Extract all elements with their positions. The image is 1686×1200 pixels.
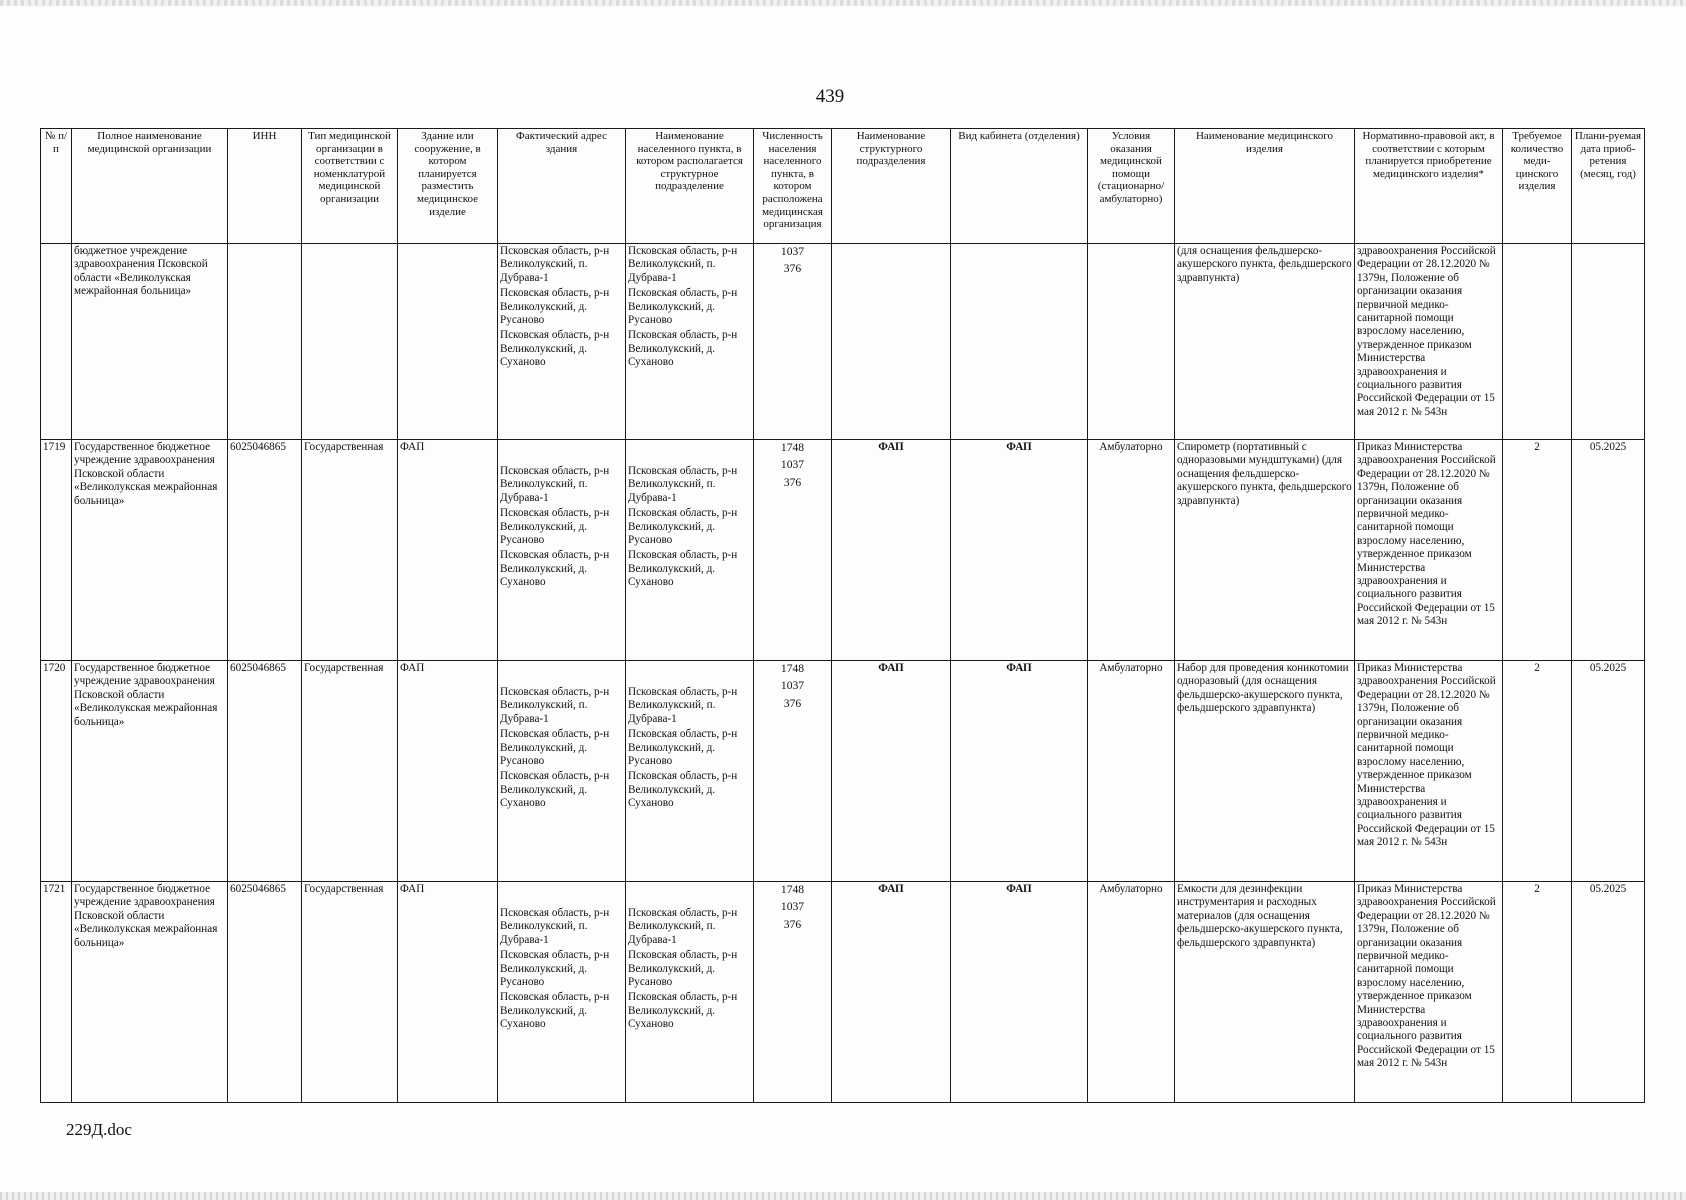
cell-unit: ФАП [832, 661, 951, 882]
cell-num: 1720 [41, 661, 72, 882]
cell-device: (для оснащения фельдшерско-акушерского пункта, фельдшерского здравпункта) [1175, 244, 1355, 440]
cell-inn: 6025046865 [228, 440, 302, 661]
settlement-item: Псковская область, р-н Великолукский, д. Суханово [628, 329, 738, 369]
header-inn: ИНН [228, 129, 302, 244]
population-value: 376 [783, 262, 802, 276]
settlement-item: Псковская область, р-н Великолукский, д. Русаново [628, 728, 738, 768]
cell-settlement [626, 244, 754, 440]
cell-act: здравоохранения Российской Федерации от 28.12.2020 № 1379н, Положение об организации оказания первичной медико-санитарной помощи взрослому населению, утвержденное приказом Министерства здравоохранения и социального развития Российской Федерации от 15 мая 2012 г. № 543н [1355, 244, 1503, 440]
cell-date: 05.2025 [1572, 882, 1645, 1103]
cell-act: Приказ Министерства здравоохранения Российской Федерации от 28.12.2020 № 1379н, Положение об организации оказания первичной медико-санитарной помощи взрослому населению, утвержденное приказом Министерства здравоохранения и социального развития Российской Федерации от 15 мая 2012 г. № 543н [1355, 661, 1503, 882]
cell-date: 05.2025 [1572, 440, 1645, 661]
cell-spacer [628, 662, 751, 686]
cell-address [498, 244, 626, 440]
population-value: 1748 [780, 441, 805, 454]
cell-cabinet: ФАП [951, 882, 1088, 1103]
page-number: 439 [815, 86, 845, 107]
cell-type: Государственная [302, 440, 398, 661]
cell-date: 05.2025 [1572, 661, 1645, 882]
cell-conditions [1088, 244, 1175, 440]
scan-edge-bottom [0, 1192, 1686, 1200]
cell-population [754, 244, 832, 440]
settlement-item: Псковская область, р-н Великолукский, д. Суханово [628, 770, 738, 810]
header-address: Фактический адрес здания [498, 129, 626, 244]
cell-address [498, 882, 626, 1103]
cell-qty: 2 [1503, 661, 1572, 882]
cell-spacer [500, 883, 623, 907]
population-value: 1037 [780, 679, 805, 693]
address-item: Псковская область, р-н Великолукский, п. Дубрава-1 [500, 686, 610, 725]
cell-address [498, 440, 626, 661]
settlement-item: Псковская область, р-н Великолукский, д. Русаново [628, 507, 738, 547]
address-item: Псковская область, р-н Великолукский, д. Суханово [500, 770, 610, 810]
settlement-item: Псковская область, р-н Великолукский, д. Русаново [628, 287, 738, 327]
cell-population [754, 661, 832, 882]
cell-population [754, 882, 832, 1103]
population-value: 376 [783, 696, 802, 710]
cell-population [754, 440, 832, 661]
header-act: Нормативно-правовой акт, в соответствии с которым планируется приобретение медицинского изделия* [1355, 129, 1503, 244]
cell-type: Государственная [302, 882, 398, 1103]
address-item: Псковская область, р-н Великолукский, п. Дубрава-1 [500, 465, 610, 504]
cell-num [41, 244, 72, 440]
cell-spacer [628, 441, 751, 465]
registry-table [40, 128, 1645, 1103]
address-item: Псковская область, р-н Великолукский, д. Русаново [500, 287, 610, 327]
header-cabinet: Вид кабинета (отделения) [951, 129, 1088, 244]
cell-org: Государственное бюджетное учреждение здравоохранения Псковской области «Великолукская межрайонная больница» [72, 661, 228, 882]
cell-org: бюджетное учреждение здравоохранения Псковской области «Великолукская межрайонная больница» [72, 244, 228, 440]
address-item: Псковская область, р-н Великолукский, д. Русаново [500, 949, 610, 989]
cell-org: Государственное бюджетное учреждение здравоохранения Псковской области «Великолукская межрайонная больница» [72, 440, 228, 661]
cell-unit: ФАП [832, 440, 951, 661]
cell-unit: ФАП [832, 882, 951, 1103]
cell-spacer [500, 441, 623, 465]
header-conditions: Условия оказания медицинской помощи (стационарно/ амбулаторно) [1088, 129, 1175, 244]
cell-qty: 2 [1503, 882, 1572, 1103]
cell-num: 1719 [41, 440, 72, 661]
cell-act: Приказ Министерства здравоохранения Российской Федерации от 28.12.2020 № 1379н, Положение об организации оказания первичной медико-санитарной помощи взрослому населению, утвержденное приказом Министерства здравоохранения и социального развития Российской Федерации от 15 мая 2012 г. № 543н [1355, 882, 1503, 1103]
table-row-continuation [41, 244, 1645, 440]
address-item: Псковская область, р-н Великолукский, д. Суханово [500, 991, 610, 1031]
population-value: 376 [783, 475, 802, 489]
cell-inn: 6025046865 [228, 661, 302, 882]
cell-act: Приказ Министерства здравоохранения Российской Федерации от 28.12.2020 № 1379н, Положение об организации оказания первичной медико-санитарной помощи взрослому населению, утвержденное приказом Министерства здравоохранения и социального развития Российской Федерации от 15 мая 2012 г. № 543н [1355, 440, 1503, 661]
cell-spacer [628, 883, 751, 907]
cell-conditions: Амбулаторно [1088, 882, 1175, 1103]
address-item: Псковская область, р-н Великолукский, д. Русаново [500, 507, 610, 547]
cell-inn [228, 244, 302, 440]
address-item: Псковская область, р-н Великолукский, п. Дубрава-1 [500, 245, 610, 284]
cell-address [498, 661, 626, 882]
cell-cabinet: ФАП [951, 440, 1088, 661]
header-org: Полное наименование медицинской организации [72, 129, 228, 244]
header-row [41, 129, 1645, 244]
cell-cabinet: ФАП [951, 661, 1088, 882]
cell-type: Государственная [302, 661, 398, 882]
settlement-item: Псковская область, р-н Великолукский, д. Суханово [628, 549, 738, 589]
header-qty: Требуемое количество меди-цинского изделия [1503, 129, 1572, 244]
cell-inn: 6025046865 [228, 882, 302, 1103]
table-row [41, 882, 1645, 1103]
cell-conditions: Амбулаторно [1088, 661, 1175, 882]
address-item: Псковская область, р-н Великолукский, д. Суханово [500, 329, 610, 369]
header-unit: Наименование структурного подразделения [832, 129, 951, 244]
address-item: Псковская область, р-н Великолукский, д. Русаново [500, 728, 610, 768]
cell-building: ФАП [398, 661, 498, 882]
cell-type [302, 244, 398, 440]
header-num: № п/п [41, 129, 72, 244]
population-value: 376 [783, 917, 802, 931]
header-building: Здание или сооружение, в котором планируется разместить медицинское изделие [398, 129, 498, 244]
settlement-item: Псковская область, р-н Великолукский, п. Дубрава-1 [628, 245, 738, 284]
header-settlement: Наименование населенного пункта, в котором располагается структурное подразделение [626, 129, 754, 244]
address-item: Псковская область, р-н Великолукский, д. Суханово [500, 549, 610, 589]
header-population: Численность населения населенного пункта, в котором расположена медицинская организация [754, 129, 832, 244]
cell-settlement [626, 882, 754, 1103]
cell-org: Государственное бюджетное учреждение здравоохранения Псковской области «Великолукская межрайонная больница» [72, 882, 228, 1103]
cell-conditions: Амбулаторно [1088, 440, 1175, 661]
table-row [41, 440, 1645, 661]
cell-building: ФАП [398, 882, 498, 1103]
cell-device: Емкости для дезинфекции инструментария и расходных материалов (для оснащения фельдшерско-акушерского пункта, фельдшерского здравпункта) [1175, 882, 1355, 1103]
scan-edge-top [0, 0, 1686, 6]
settlement-item: Псковская область, р-н Великолукский, п. Дубрава-1 [628, 907, 738, 946]
cell-spacer [500, 662, 623, 686]
cell-building [398, 244, 498, 440]
cell-device: Набор для проведения коникотомии одноразовый (для оснащения фельдшерско-акушерского пункта, фельдшерского здравпункта) [1175, 661, 1355, 882]
cell-unit [832, 244, 951, 440]
header-device: Наименование медицинского изделия [1175, 129, 1355, 244]
settlement-item: Псковская область, р-н Великолукский, п. Дубрава-1 [628, 465, 738, 504]
cell-device: Спирометр (портативный с одноразовыми мундштуками) (для оснащения фельдшерско-акушерского пункта, фельдшерского здравпункта) [1175, 440, 1355, 661]
table-row [41, 661, 1645, 882]
cell-qty [1503, 244, 1572, 440]
cell-settlement [626, 661, 754, 882]
settlement-item: Псковская область, р-н Великолукский, д. Суханово [628, 991, 738, 1031]
cell-cabinet [951, 244, 1088, 440]
header-date: Плани-руемая дата приоб-ретения (месяц, год) [1572, 129, 1645, 244]
population-value: 1037 [780, 245, 805, 258]
cell-num: 1721 [41, 882, 72, 1103]
population-value: 1037 [780, 900, 805, 914]
settlement-item: Псковская область, р-н Великолукский, д. Русаново [628, 949, 738, 989]
header-type: Тип медицинской организации в соответствии с номенклатурой медицинской организации [302, 129, 398, 244]
population-value: 1748 [780, 662, 805, 675]
cell-building: ФАП [398, 440, 498, 661]
population-value: 1037 [780, 458, 805, 472]
address-item: Псковская область, р-н Великолукский, п. Дубрава-1 [500, 907, 610, 946]
footer-filename: 229Д.doc [66, 1120, 132, 1139]
population-value: 1748 [780, 883, 805, 896]
cell-settlement [626, 440, 754, 661]
cell-date [1572, 244, 1645, 440]
cell-qty: 2 [1503, 440, 1572, 661]
settlement-item: Псковская область, р-н Великолукский, п. Дубрава-1 [628, 686, 738, 725]
